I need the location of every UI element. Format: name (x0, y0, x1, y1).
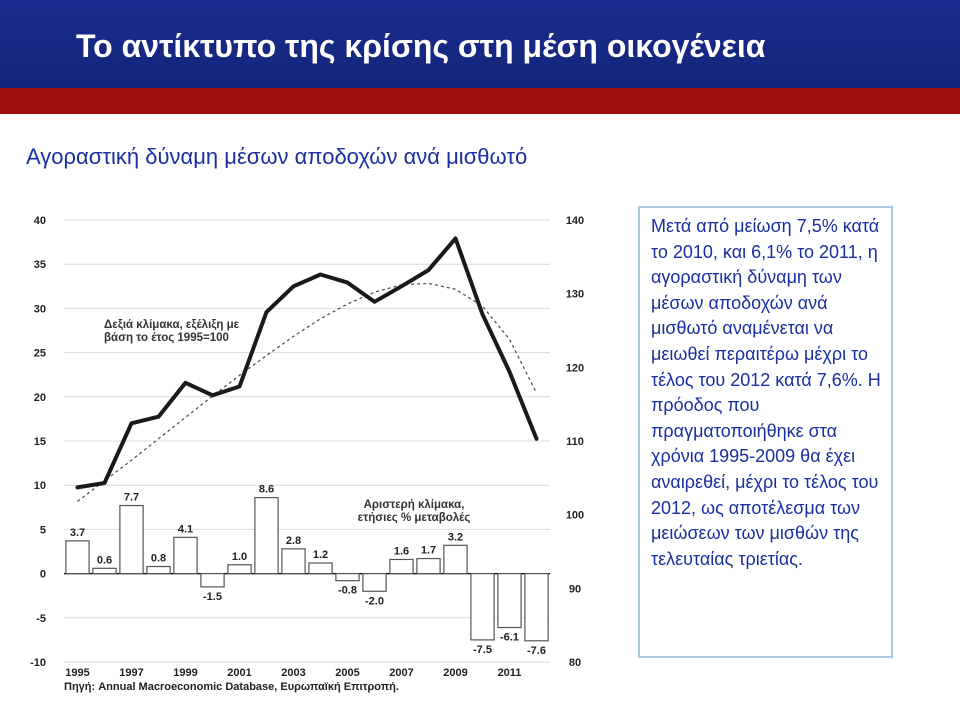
bar-data-label: 0.8 (150, 552, 167, 565)
y-left-tick-label: 30 (33, 303, 46, 316)
bar (120, 506, 143, 574)
y-right-tick-label: 120 (565, 362, 585, 375)
bar-data-label: 0.6 (96, 554, 113, 567)
bar (471, 574, 494, 640)
bar-data-label: -2.0 (365, 595, 384, 608)
x-tick-label: 2003 (281, 667, 306, 679)
y-right-tick-label: 100 (565, 509, 585, 522)
bar-data-label: 1.6 (393, 545, 410, 558)
bar-data-label: 7.7 (123, 491, 140, 504)
y-right-tick-label: 90 (568, 583, 582, 596)
bar (498, 574, 521, 628)
bar (66, 541, 89, 574)
y-right-tick-label: 80 (568, 657, 582, 669)
title-bar (0, 0, 960, 88)
right-scale-annotation: βάση το έτος 1995=100 (104, 332, 229, 344)
bar-data-label: 2.8 (285, 534, 302, 547)
y-left-tick-label: 0 (39, 568, 46, 581)
chart-subtitle: Αγοραστική δύναμη μέσων αποδοχών ανά μισθωτό (26, 144, 528, 169)
accent-bar (0, 88, 960, 114)
y-left-tick-label: 25 (33, 347, 46, 360)
bar-data-label: 1.2 (312, 548, 329, 561)
bar (309, 563, 332, 574)
bar (255, 498, 278, 574)
bar (93, 568, 116, 573)
y-left-tick-label: 40 (33, 215, 46, 227)
bar (363, 574, 386, 592)
y-left-tick-label: 10 (33, 480, 46, 493)
bar (147, 567, 170, 574)
commentary-box (638, 206, 893, 658)
y-left-tick-label: 20 (33, 391, 46, 404)
bar (417, 559, 440, 574)
left-scale-annotation: ετήσιες % μεταβολές (357, 512, 471, 524)
bar-data-label: 3.2 (447, 531, 464, 544)
bar-data-label: 8.6 (258, 483, 275, 496)
bar (390, 559, 413, 573)
commentary-text: Μετά από μείωση 7,5% κατά το 2010, και 6,1% το 2011, η αγοραστική δύναμη των μέσων αποδοχών ανά μισθωτό αναμένεται να μειωθεί περαιτέρω μέχρι το τέλος του 2012 κατά 7,6%. Η πρόοδος που πραγματοποιήθηκε στα χρόνια 1995-2009 θα έχει αναιρεθεί, μέχρι το τέλος του 2012, ως αποτέλεσμα των μειώσεων των μισθών της τελευταίας τριετίας. (651, 216, 881, 569)
bar (336, 574, 359, 581)
x-tick-label: 1995 (65, 667, 90, 679)
y-right-tick-label: 110 (566, 436, 584, 448)
x-tick-label: 2009 (443, 667, 468, 679)
bar-data-label: 1.7 (420, 544, 437, 557)
right-scale-annotation: Δεξιά κλίμακα, εξέλιξη με (104, 319, 240, 331)
bar-data-label: -7.5 (473, 643, 492, 656)
bar (201, 574, 224, 587)
y-right-tick-label: 140 (565, 215, 585, 227)
x-tick-label: 2007 (389, 667, 414, 679)
bar-data-label: 3.7 (69, 526, 86, 539)
x-tick-label: 1997 (119, 667, 144, 679)
bar (444, 545, 467, 573)
bar-data-label: 1.0 (231, 550, 248, 563)
chart-svg (26, 200, 592, 698)
bar-data-label: -7.6 (527, 644, 546, 657)
y-left-tick-label: -10 (30, 657, 46, 669)
bar-data-label: 4.1 (177, 523, 194, 536)
x-tick-label: 2001 (227, 667, 252, 679)
bar-data-label: -0.8 (338, 584, 357, 597)
bar (525, 574, 548, 641)
bar (282, 549, 305, 574)
x-tick-label: 1999 (173, 667, 198, 679)
x-tick-label: 2011 (497, 667, 522, 679)
y-left-tick-label: -5 (36, 612, 46, 625)
page-title: Το αντίκτυπο της κρίσης στη μέση οικογένεια (76, 28, 766, 64)
source-note: Πηγή: Annual Macroeconomic Database, Ευρωπαϊκή Επιτροπή. (64, 681, 399, 693)
y-right-tick-label: 130 (565, 288, 585, 301)
bar-data-label: -1.5 (203, 590, 222, 603)
y-left-tick-label: 5 (39, 524, 46, 537)
chart (26, 200, 592, 698)
bar (174, 537, 197, 573)
bar (228, 565, 251, 574)
bar-data-label: -6.1 (500, 631, 519, 644)
y-left-tick-label: 35 (33, 259, 46, 272)
left-scale-annotation: Αριστερή κλίμακα, (363, 499, 465, 511)
y-left-tick-label: 15 (33, 436, 46, 448)
x-tick-label: 2005 (335, 667, 360, 679)
